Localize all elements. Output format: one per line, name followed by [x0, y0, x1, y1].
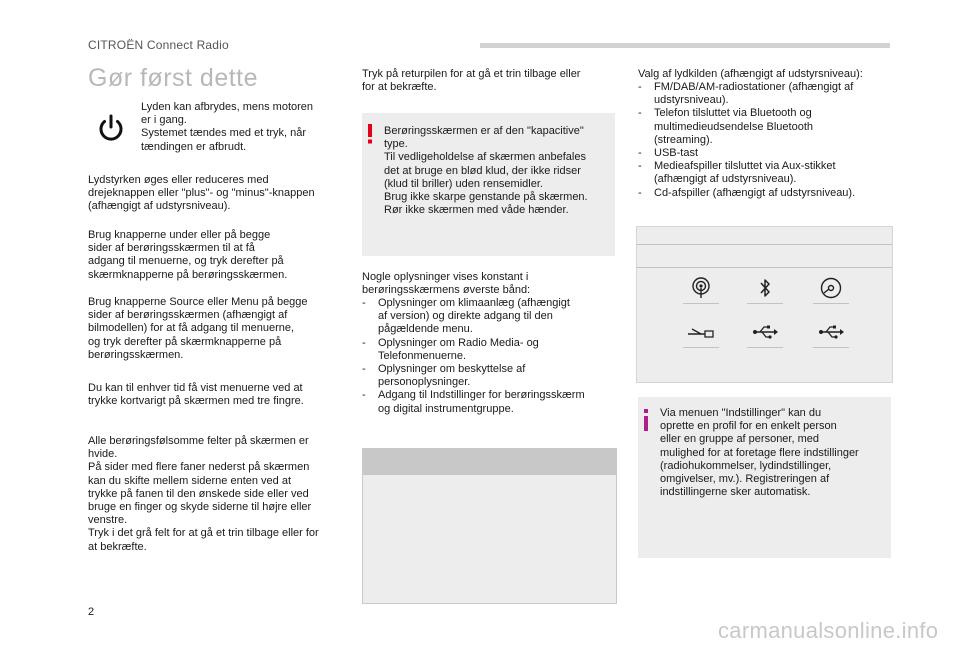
source-menu-paragraph: Brug knapperne Source eller Menu på begge sider af berøringsskærmen (afhængigt af bilmodellen) for at få adgang til menuerne, og tryk derefter på skærmknapperne på berøringsskærmen.: [88, 296, 308, 361]
touch-areas-paragraph: Alle berøringsfølsomme felter på skærmen er hvide. På sider med flere faner nederst på skærmen kan du skifte mellem siderne enten ved at trykke på fanen til den ønskede side eller ved bruge en finger og skyde siderne til højre eller venstre. Tryk i det grå felt for at gå et trin tilbage eller for at bekræfte.: [88, 435, 319, 553]
list-item: - FM/DAB/AM-radiostationer (afhængigt af udstyrsniveau).: [638, 81, 898, 107]
buttons-paragraph: Brug knapperne under eller på begge sider af berøringsskærmen til at få adgang til menuerne, og tryk derefter på skærmknapperne på berøringsskærmen.: [88, 229, 288, 281]
list-item: - Adgang til Indstillinger for berøringsskærm og digital instrumentgruppe.: [362, 389, 622, 415]
warning-box: [362, 113, 615, 256]
power-icon: [94, 112, 128, 146]
page-title: Gør først dette: [88, 64, 259, 92]
header-rule: [480, 43, 890, 48]
power-description: Lyden kan afbrydes, mens motoren er i gang. Systemet tændes med et tryk, når tændingen er afbrudt.: [141, 101, 314, 153]
touchscreen-illustration: [362, 448, 617, 604]
usb-icon: [747, 317, 783, 347]
divider: [683, 347, 719, 348]
watermark: carmanualsonline.info: [718, 618, 939, 643]
list-item: - Oplysninger om Radio Media- og Telefonmenuerne.: [362, 337, 622, 363]
divider: [813, 303, 849, 304]
source-list: [638, 81, 898, 200]
disc-icon: [813, 273, 849, 303]
info-icon: [642, 409, 650, 431]
touchscreen-top-band: [363, 449, 616, 475]
source-intro: Valg af lydkilden (afhængigt af udstyrsniveau):: [638, 68, 863, 80]
page-number: 2: [88, 606, 95, 618]
warning-icon: [366, 124, 374, 144]
list-item: - USB-tast: [638, 147, 898, 160]
divider: [813, 347, 849, 348]
volume-paragraph: Lydstyrken øges eller reduceres med drejeknappen eller "plus"- og "minus"-knappen (afhængigt af udstyrsniveau).: [88, 174, 315, 213]
list-item: - Oplysninger om klimaanlæg (afhængigt af version) og direkte adgang til den pågældende menu.: [362, 297, 622, 337]
list-item: - Cd-afspiller (afhængigt af udstyrsniveau).: [638, 187, 898, 200]
usb-icon: [813, 317, 849, 347]
divider: [637, 244, 892, 245]
top-band-list: [362, 297, 622, 416]
top-band-intro: Nogle oplysninger vises konstant i berøringsskærmens øverste bånd:: [362, 271, 531, 297]
list-item: - Oplysninger om beskyttelse af personoplysninger.: [362, 363, 622, 389]
divider: [683, 303, 719, 304]
return-arrow-paragraph: Tryk på returpilen for at gå et trin tilbage eller for at bekræfte.: [362, 68, 581, 94]
radio-icon: [683, 273, 719, 303]
three-finger-paragraph: Du kan til enhver tid få vist menuerne ved at trykke kortvarigt på skærmen med tre fingre.: [88, 382, 304, 408]
divider: [747, 303, 783, 304]
aux-icon: [683, 317, 719, 347]
source-screen-illustration: [636, 226, 893, 383]
running-header: CITROËN Connect Radio: [88, 38, 229, 52]
list-item: - Medieafspiller tilsluttet via Aux-stikket (afhængigt af udstyrsniveau).: [638, 160, 898, 186]
divider: [747, 347, 783, 348]
warning-text: Berøringsskærmen er af den "kapacitive" type. Til vedligeholdelse af skærmen anbefales det at bruge en blød klud, der ikke ridser (klud til briller) uden rensemidler. Brug ikke skarpe genstande på skærmen. Rør ikke skærmen med våde hænder.: [384, 125, 588, 217]
divider: [637, 267, 892, 268]
info-box: [638, 397, 891, 558]
info-text: Via menuen "Indstillinger" kan du oprette en profil for en enkelt person eller en gruppe af personer, med mulighed for at foretage flere indstillinger (radiohukommelser, lydindstillinger, omgivelser, mv.). Registreringen af indstillingerne sker automatisk.: [660, 407, 859, 499]
bluetooth-icon: [747, 273, 783, 303]
list-item: - Telefon tilsluttet via Bluetooth og multimedieudsendelse Bluetooth (streaming).: [638, 107, 898, 147]
